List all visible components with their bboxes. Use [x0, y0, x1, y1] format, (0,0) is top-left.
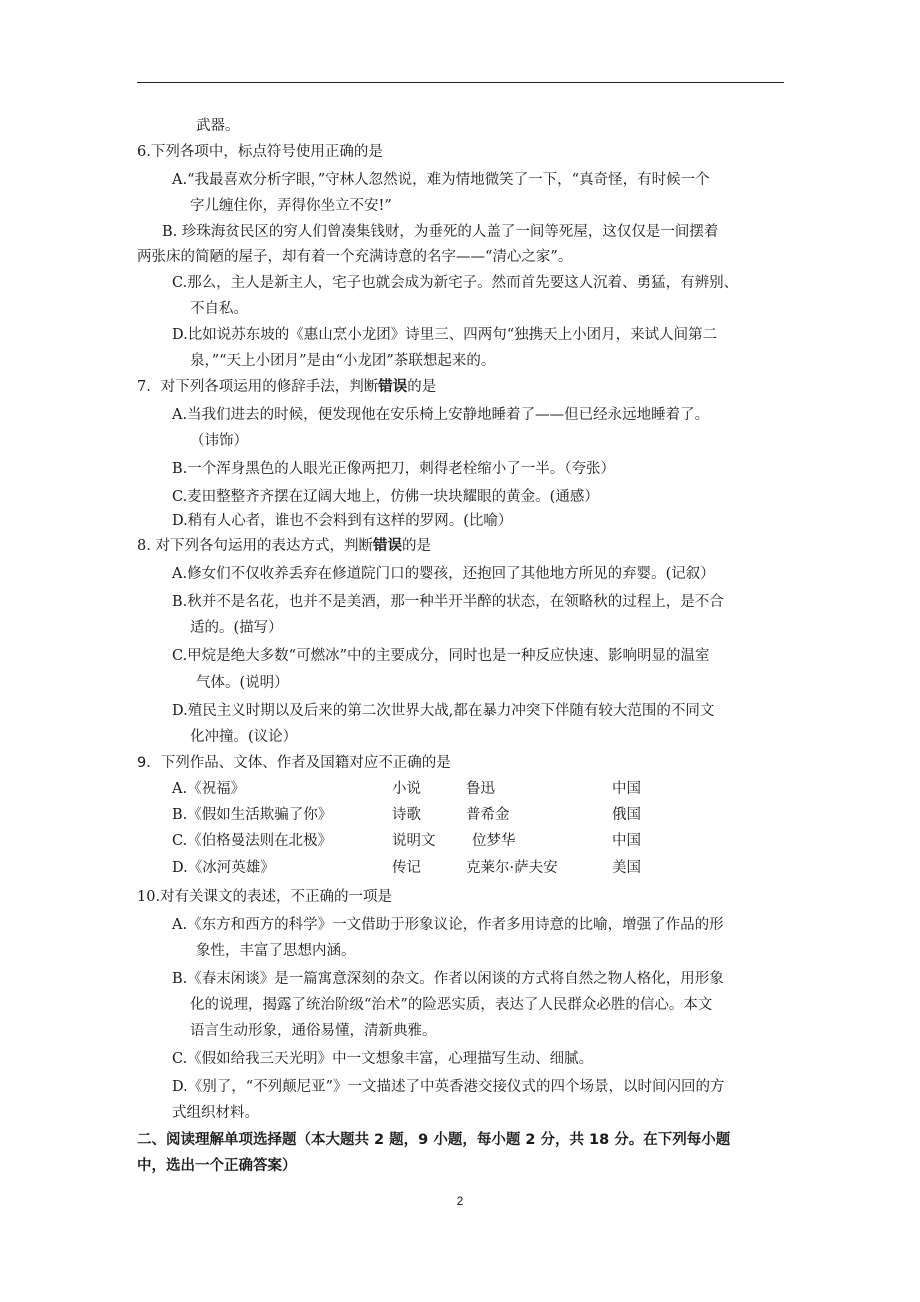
q8-option-d-cont: 化冲撞。(议论）: [190, 729, 298, 745]
q8-option-a: A.修女们不仅收养丢弃在修道院门口的婴孩，还抱回了其他地方所见的弃婴。(记叙）: [172, 566, 715, 582]
q8-text: 8. 对下列各句运用的表达方式，判断: [137, 538, 373, 554]
q6-option-d-cont: 泉，”“天上小团月”是由“小龙团”茶联想起来的。: [190, 353, 496, 369]
q6-option-d: D.比如说苏东坡的《惠山烹小龙团》诗里三、四两句“独携天上小团月，来试人间第二: [172, 327, 718, 343]
q6-option-b-cont: 两张床的简陋的屋子，却有着一个充满诗意的名字——“清心之家”。: [137, 249, 573, 265]
q9-work: C.《伯格曼法则在北极》: [172, 833, 333, 849]
q9-country: 中国: [612, 833, 641, 849]
q10-option-b: B.《春末闲谈》是一篇寓意深刻的杂文。作者以闲谈的方式将自然之物人格化，用形象: [172, 971, 724, 987]
q8-option-d: D.殖民主义时期以及后来的第二次世界大战,都在暴力冲突下伴随有较大范围的不同文: [172, 703, 715, 719]
q6-option-a: A.“我最喜欢分析字眼，”守林人忽然说，难为情地微笑了一下，“真奇怪，有时候一个: [172, 172, 710, 188]
q10-option-b-cont2: 语言生动形象，通俗易懂，清新典雅。: [190, 1023, 437, 1039]
q9-work: A.《祝福》: [172, 781, 246, 797]
q8-option-b: B.秋并不是名花，也并不是美酒，那一种半开半醉的状态，在领略秋的过程上，是不合: [172, 594, 724, 610]
q6-option-b: B. 珍珠海贫民区的穷人们曾凑集钱财，为垂死的人盖了一间等死屋，这仅仅是一间摆着: [162, 224, 719, 240]
q8-emphasis: 错误: [372, 538, 402, 554]
q9-work: D.《冰河英雄》: [172, 860, 275, 876]
q10-option-d-cont: 式组织材料。: [172, 1105, 259, 1121]
q7-option-c: C.麦田整整齐齐摆在辽阔大地上，仿佛一块块耀眼的黄金。(通感）: [172, 489, 599, 505]
section-2-heading: 二、阅读理解单项选择题（本大题共 2 题，9 小题，每小题 2 分，共 18 分。在下列每小题: [137, 1132, 731, 1148]
q10-option-a: A.《东方和西方的科学》一文借助于形象议论，作者多用诗意的比喻，增强了作品的形: [172, 917, 724, 933]
q9-author: 位梦华: [472, 833, 516, 849]
q9-genre: 传记: [392, 860, 421, 876]
q8-option-b-cont: 适的。(描写）: [190, 620, 283, 636]
q9-author: 克莱尔·萨夫安: [466, 860, 558, 876]
line-top: 武器。: [196, 118, 240, 134]
q7-option-a: A.当我们进去的时候，便发现他在安乐椅上安静地睡着了——但已经永远地睡着了。: [172, 407, 710, 423]
question-10: 10.对有关课文的表述，不正确的一项是: [137, 889, 393, 905]
page-number: 2: [456, 1194, 464, 1208]
q7-text: 7．对下列各项运用的修辞手法，判断: [137, 379, 379, 395]
question-9: 9．下列作品、文体、作者及国籍对应不正确的是: [137, 755, 451, 771]
q10-option-c: C.《假如给我三天光明》中一文想象丰富，心理描写生动、细腻。: [172, 1051, 594, 1067]
q9-country: 俄国: [612, 807, 641, 823]
header-rule: [137, 82, 784, 83]
q6-option-c-cont: 不自私。: [190, 301, 248, 317]
q10-option-b-cont: 化的说理，揭露了统治阶级“治术”的险恶实质，表达了人民群众必胜的信心。本文: [190, 997, 713, 1013]
q9-country: 中国: [612, 781, 641, 797]
q7-text-end: 的是: [407, 379, 437, 395]
q8-text-end: 的是: [401, 538, 431, 554]
q9-genre: 小说: [392, 781, 421, 797]
q8-option-c: C.甲烷是绝大多数“可燃冰”中的主要成分，同时也是一种反应快速、影响明显的温室: [172, 648, 710, 664]
q9-work: B.《假如生活欺骗了你》: [172, 807, 333, 823]
q9-author: 普希金: [466, 807, 510, 823]
q6-option-a-cont: 字儿缠住你，弄得你坐立不安!”: [190, 198, 392, 214]
q10-option-a-cont: 象性，丰富了思想内涵。: [196, 943, 356, 959]
question-7: [137, 374, 436, 400]
q9-genre: 诗歌: [392, 807, 421, 823]
q10-option-d: D.《别了，“不列颠尼亚”》一文描述了中英香港交接仪式的四个场景，以时间闪回的方: [172, 1079, 725, 1095]
q9-genre: 说明文: [392, 833, 436, 849]
q6-option-c: C.那么，主人是新主人，宅子也就会成为新宅子。然而首先要这人沉着、勇猛，有辨别、: [172, 275, 739, 291]
q8-option-c-cont: 气体。(说明）: [196, 675, 289, 691]
q9-country: 美国: [612, 860, 641, 876]
q7-emphasis: 错误: [378, 379, 408, 395]
question-8: [137, 533, 431, 559]
q7-option-a-cont: （讳饰）: [190, 433, 248, 449]
q9-author: 鲁迅: [466, 781, 495, 797]
question-6: 6.下列各项中，标点符号使用正确的是: [137, 144, 383, 160]
q7-option-d: D.稍有人心者，谁也不会料到有这样的罗网。(比喻）: [172, 513, 513, 529]
q7-option-b: B.一个浑身黑色的人眼光正像两把刀，刺得老栓缩小了一半。（夸张）: [172, 461, 616, 477]
section-2-heading-cont: 中，选出一个正确答案）: [137, 1158, 297, 1174]
